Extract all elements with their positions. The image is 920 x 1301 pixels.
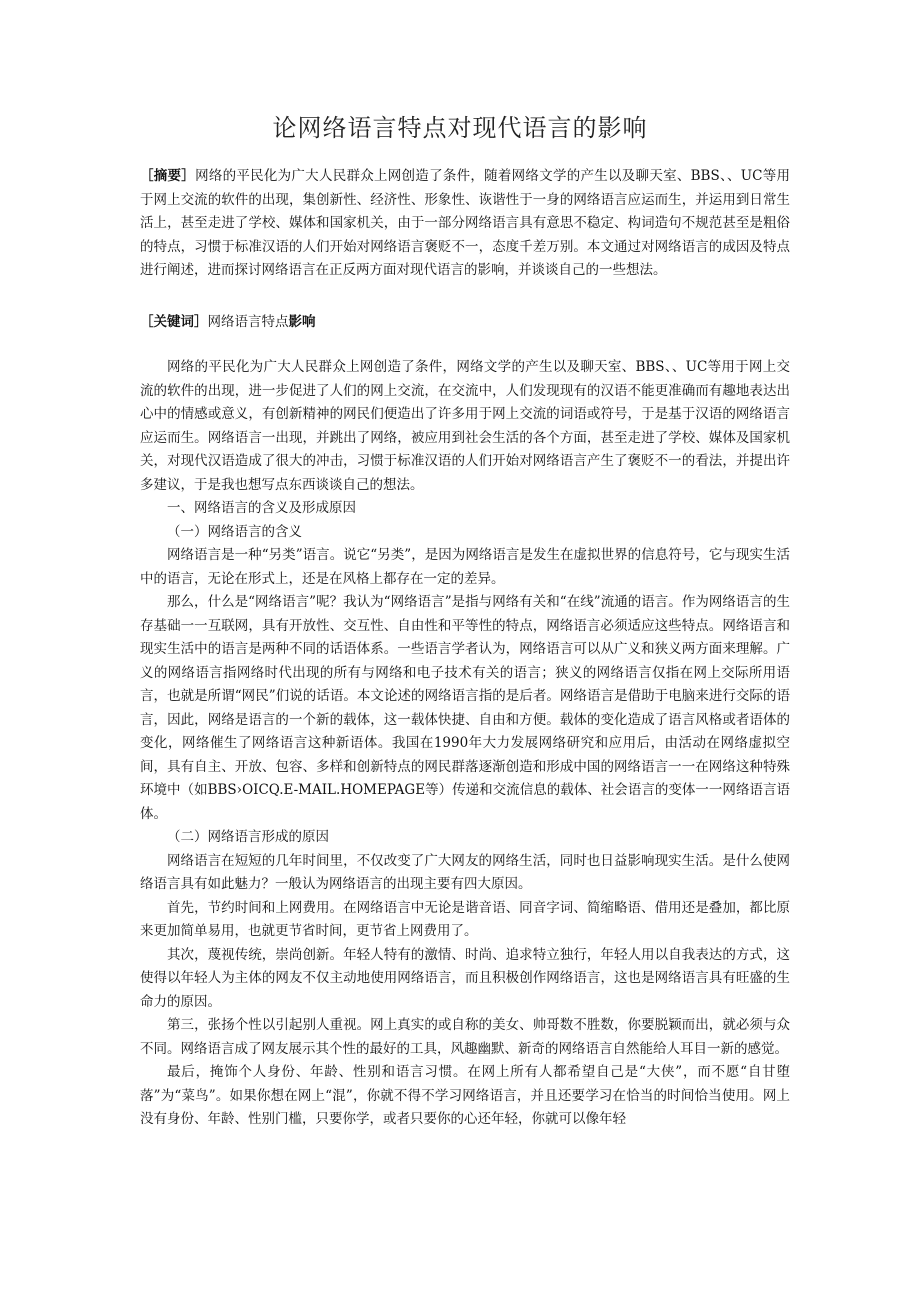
abstract: [140, 165, 790, 283]
body-paragraph: 网络语言在短短的几年时间里，不仅改变了广大网友的网络生活，同时也日益影响现实生活。是什么使网络语言具有如此魅力？一般认为网络语言的出现主要有四大原因。: [140, 852, 790, 892]
document-title: 论网络语言特点对现代语言的影响: [272, 114, 648, 142]
keywords: [140, 311, 790, 335]
section-heading: 一、网络语言的含义及形成原因: [167, 500, 356, 516]
body-paragraph: 其次，蔑视传统，崇尚创新。年轻人特有的激情、时尚、追求特立独行，年轻人用以自我表达的方式，这使得以年轻人为主体的网友不仅主动地使用网络语言，而且积极创作网络语言，这也是网络语言具有旺盛的生命力的原因。: [140, 946, 790, 1010]
body-paragraph: 最后，掩饰个人身份、年龄、性别和语言习惯。在网上所有人都希望自己是“大侠”，而不愿“自甘堕落”为“菜鸟”。如果你想在网上“混”，你就不得不学习网络语言，并且还要学习在恰当的时间恰当使用。网上没有身份、年龄、性别门槛，只要你学，或者只要你的心还年轻，你就可以像年轻: [140, 1064, 790, 1127]
body-paragraph: 那么，什么是“网络语言”呢？我认为“网络语言”是指与网络有关和“在线”流通的语言。作为网络语言的生存基础一一互联网，具有开放性、交互性、自由性和平等性的特点，网络语言必须适应这些特点。网络语言和现实生活中的语言是两种不同的话语体系。一些语言学者认为，网络语言可以从广义和狭义两方面来理解。广义的网络语言指网络时代出现的所有与网络和电子技术有关的语言；狭义的网络语言仅指在网上交际所用语言，也就是所谓“网民”们说的话语。本文论述的网络语言指的是后者。网络语言是借助于电脑来进行交际的语言，因此，网络是语言的一个新的载体，这一载体快捷、自由和方便。载体的变化造成了语言风格或者语体的变化，网络催生了网络语言这种新语体。我国在1990年大力发展网络研究和应用后，由活动在网络虚拟空间，具有自主、开放、包容、多样和创新特点的网民群落逐渐创造和形成中国的网络语言一一在网络这种特殊环境中（如BBS›OICQ.E-MAIL.HOMEPAGE等）传递和交流信息的载体、社会语言的变体一一网络语言语体。: [140, 594, 790, 822]
body-paragraph: 首先，节约时间和上网费用。在网络语言中无论是谐音语、同音字词、简缩略语、借用还是叠加，都比原来更加简单易用，也就更节省时间，更节省上网费用了。: [140, 899, 790, 939]
abstract-text: 网络的平民化为广大人民群众上网创造了条件，随着网络文学的产生以及聊天室、BBS、、UC等用于网上交流的软件的出现，集创新性、经济性、形象性、诙谐性于一身的网络语言应运而生，并运用到日常生活上，甚至走进了学校、媒体和国家机关，由于一部分网络语言具有意思不稳定、构词造句不规范甚至是粗俗的特点，习惯于标准汉语的人们开始对网络语言褒贬不一，态度千差万别。本文通过对网络语言的成因及特点进行阐述，进而探讨网络语言在正反两方面对现代语言的影响，并谈谈自己的一些想法。: [140, 168, 790, 278]
keywords-plain: 网络语言特点: [207, 314, 289, 330]
intro-paragraph: 网络的平民化为广大人民群众上网创造了条件，网络文学的产生以及聊天室、BBS、、UC等用于网上交流的软件的出现，进一步促进了人们的网上交流，在交流中，人们发现现有的汉语不能更准确而有趣地表达出心中的情感或意义，有创新精神的网民们便造出了许多用于网上交流的词语或符号，于是基于汉语的网络语言应运而生。网络语言一出现，并跳出了网络，被应用到社会生活的各个方面，甚至走进了学校、媒体及国家机关，对现代汉语造成了很大的冲击，习惯于标准汉语的人们开始对网络语言产生了褒贬不一的看法，并提出许多建议，于是我也想写点东西谈谈自己的想法。: [140, 359, 790, 493]
body-paragraph: 第三，张扬个性以引起别人重视。网上真实的或自称的美女、帅哥数不胜数，你要脱颖而出，就必须与众不同。网络语言成了网友展示其个性的最好的工具，风趣幽默、新奇的网络语言自然能给人耳目一新的感觉。: [140, 1017, 790, 1057]
keywords-strong: 影响: [288, 314, 316, 330]
subsection-heading: （一）网络语言的含义: [167, 523, 302, 540]
subsection-heading: （二）网络语言形成的原因: [167, 829, 329, 845]
keywords-label: ［关键词］: [140, 314, 208, 330]
abstract-label: ［摘要］: [140, 168, 196, 184]
body-paragraph: 网络语言是一种“另类”语言。说它“另类”，是因为网络语言是发生在虚拟世界的信息符号，它与现实生活中的语言，无论在形式上，还是在风格上都存在一定的差异。: [140, 547, 790, 587]
body-text: [140, 356, 790, 1132]
